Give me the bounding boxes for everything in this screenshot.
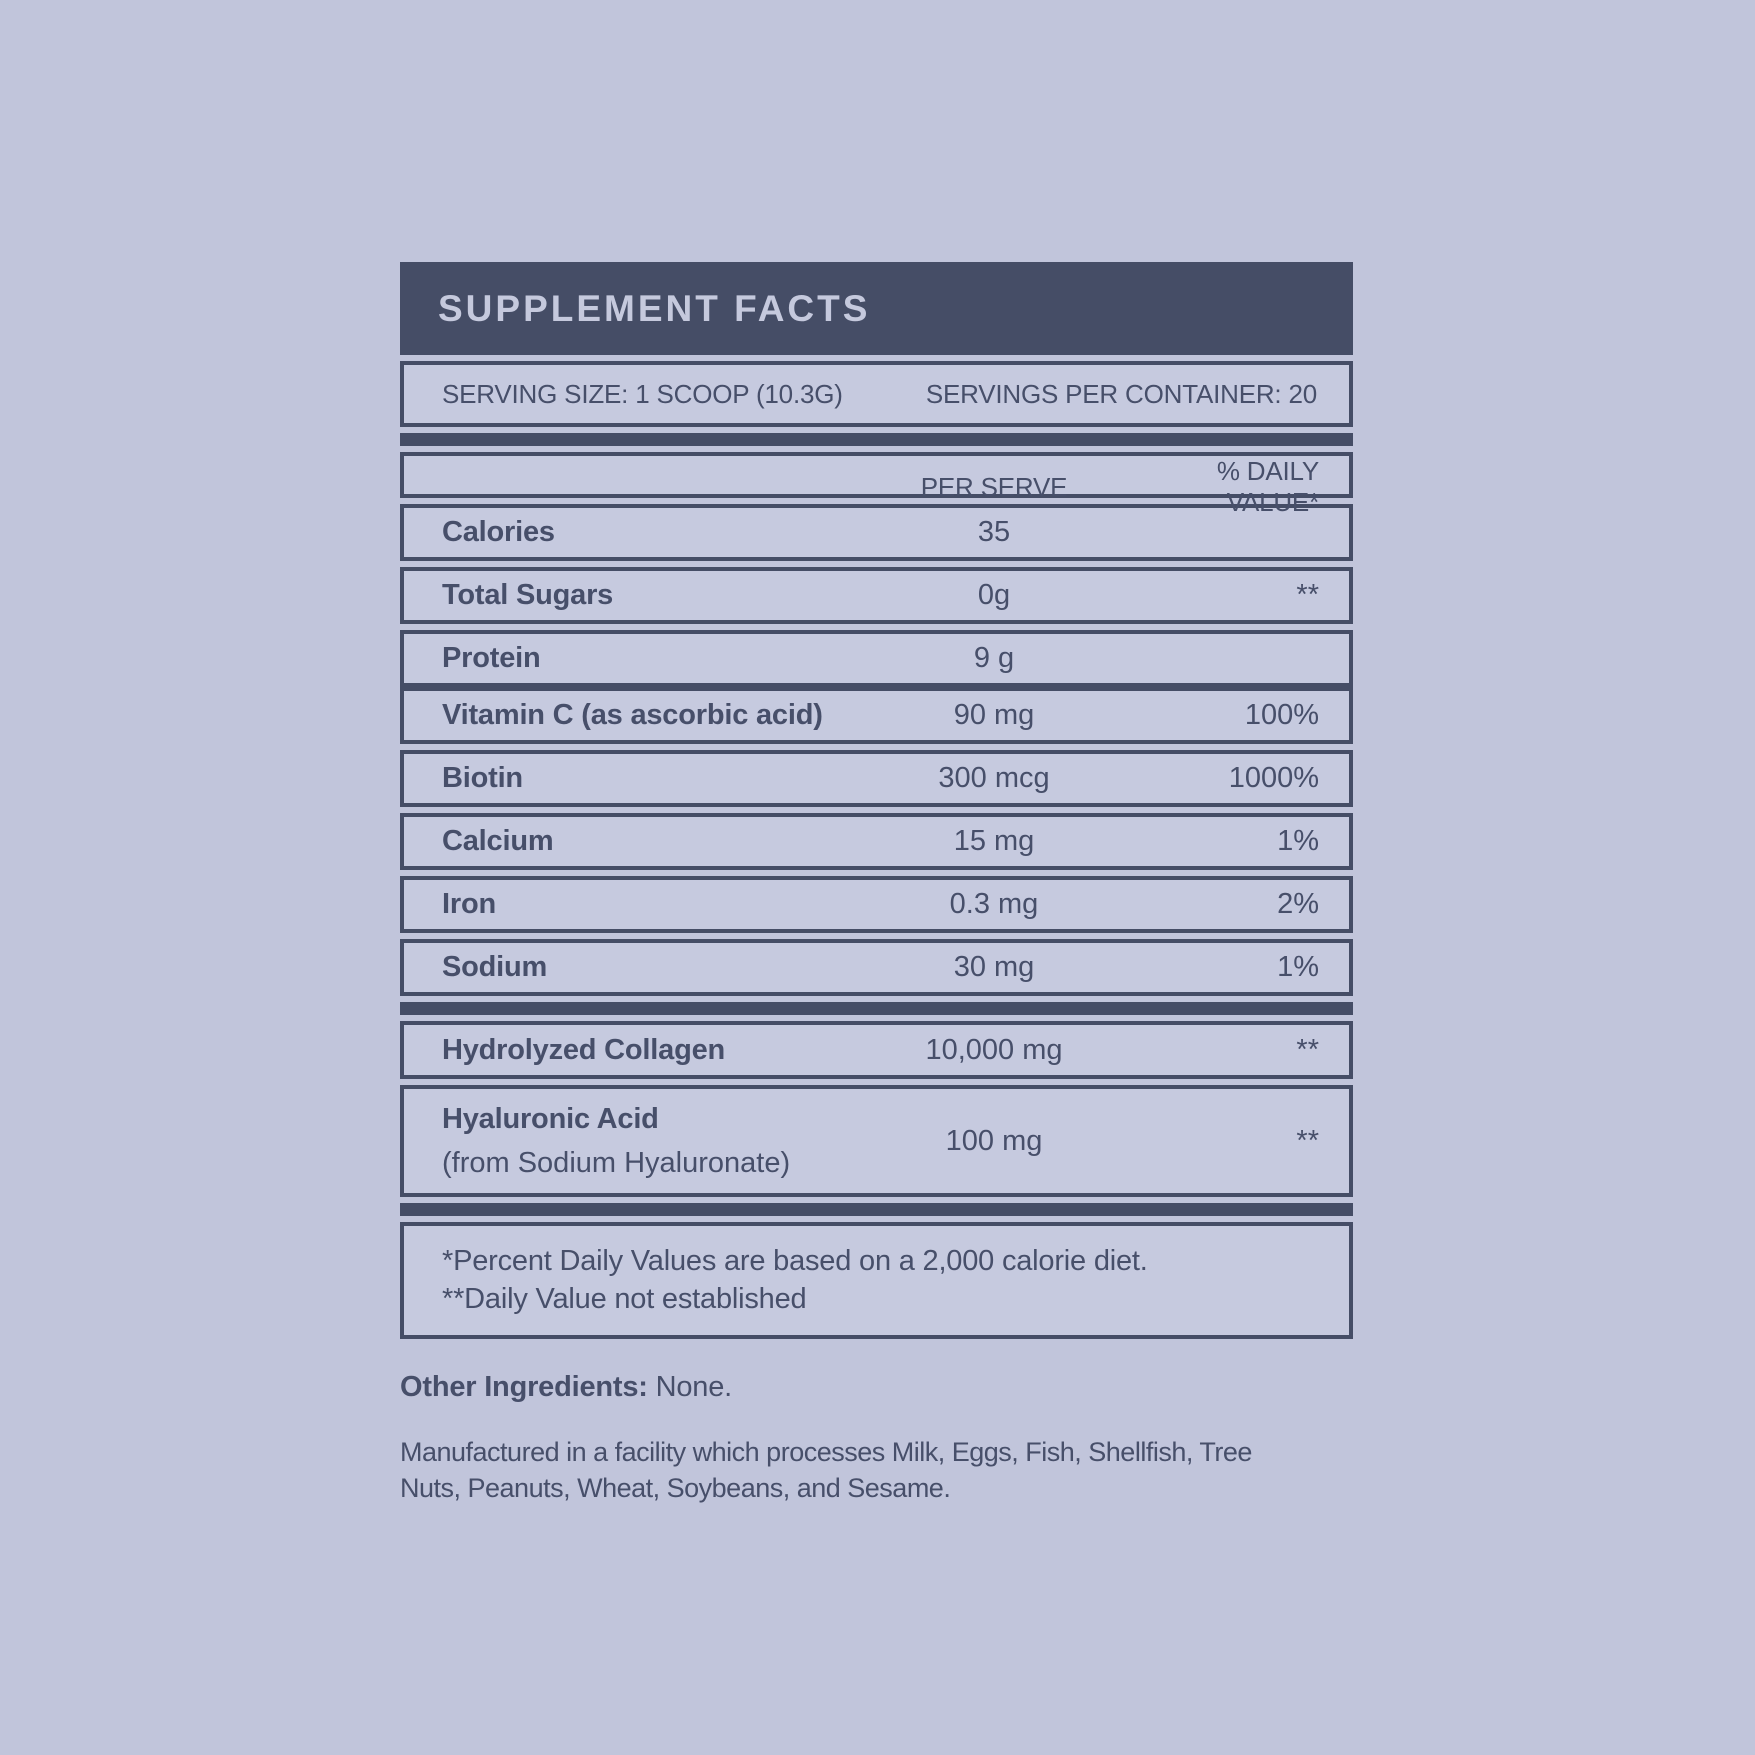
panel-header — [400, 262, 1353, 355]
footnote-daily-value-not-established: **Daily Value not established — [442, 1283, 807, 1315]
nutrient-name: Hydrolyzed Collagen — [442, 1033, 726, 1066]
daily-value: 1% — [1277, 951, 1319, 983]
nutrient-name: Protein — [442, 642, 541, 674]
amount-per-serve: 9 g — [973, 642, 1015, 674]
nutrient-row-sodium — [400, 939, 1353, 996]
nutrient-name: Calories — [442, 516, 555, 548]
serving-size-text: SERVING SIZE: 1 SCOOP (10.3G) — [442, 378, 843, 409]
nutrient-name: Biotin — [442, 762, 523, 794]
amount-per-serve: 90 mg — [953, 699, 1035, 731]
separator-bar — [400, 1203, 1353, 1216]
nutrient-name: Calcium — [442, 825, 554, 857]
amount-per-serve: 0.3 mg — [949, 888, 1039, 920]
nutrient-name: Hyaluronic Acid — [442, 1103, 659, 1135]
below-panel-text — [400, 1371, 1500, 1506]
footnote-percent-daily-values: *Percent Daily Values are based on a 2,000 calorie diet. — [442, 1245, 1148, 1277]
nutrient-subname: (from Sodium Hyaluronate) — [442, 1147, 791, 1179]
daily-value: ** — [1296, 579, 1319, 611]
column-header-row — [400, 452, 1353, 517]
nutrient-row-protein — [400, 630, 1353, 687]
footnote-box — [400, 1222, 1353, 1339]
manufactured-statement — [400, 1434, 1500, 1506]
separator-bar — [400, 433, 1353, 446]
amount-per-serve: 30 mg — [953, 951, 1035, 983]
panel-title: SUPPLEMENT FACTS — [438, 287, 871, 329]
nutrient-name: Vitamin C (as ascorbic acid) — [442, 699, 823, 731]
nutrient-row-vitamin-c — [400, 687, 1353, 744]
daily-value: 1000% — [1228, 762, 1319, 794]
serving-row — [400, 361, 1353, 427]
nutrient-row-iron — [400, 876, 1353, 933]
other-ingredients-label: Other Ingredients: — [400, 1371, 648, 1403]
nutrient-row-total-sugars — [400, 567, 1353, 624]
column-header-per-serve: PER SERVE — [920, 471, 1068, 502]
amount-per-serve: 0g — [977, 579, 1011, 611]
daily-value: 100% — [1244, 699, 1319, 731]
amount-per-serve: 10,000 mg — [925, 1033, 1063, 1066]
separator-bar — [400, 1002, 1353, 1015]
servings-per-container-text: SERVINGS PER CONTAINER: 20 — [925, 378, 1317, 409]
manufactured-line-1: Manufactured in a facility which processes Milk, Eggs, Fish, Shellfish, Tree — [400, 1437, 1252, 1467]
nutrient-row-hydrolyzed-collagen — [400, 1021, 1353, 1079]
daily-value: 1% — [1277, 825, 1319, 857]
daily-value: ** — [1296, 1124, 1319, 1157]
nutrient-name-block — [442, 1097, 854, 1185]
daily-value: 2% — [1277, 888, 1319, 920]
amount-per-serve: 100 mg — [945, 1124, 1043, 1157]
daily-value: ** — [1296, 1033, 1319, 1066]
nutrient-row-hyaluronic-acid — [400, 1085, 1353, 1197]
manufactured-line-2: Nuts, Peanuts, Wheat, Soybeans, and Sesame. — [400, 1473, 951, 1503]
supplement-facts-panel — [400, 262, 1353, 1339]
other-ingredients-value: None. — [655, 1371, 733, 1403]
nutrient-row-biotin — [400, 750, 1353, 807]
nutrient-row-calcium — [400, 813, 1353, 870]
amount-per-serve: 35 — [977, 516, 1011, 548]
nutrient-name: Sodium — [442, 951, 548, 983]
other-ingredients-line — [400, 1371, 1500, 1404]
nutrient-name: Iron — [442, 888, 496, 920]
column-header-daily-value: % DAILY VALUE* — [1216, 456, 1319, 517]
amount-per-serve: 300 mcg — [938, 762, 1050, 794]
nutrient-name: Total Sugars — [442, 579, 614, 611]
amount-per-serve: 15 mg — [953, 825, 1035, 857]
